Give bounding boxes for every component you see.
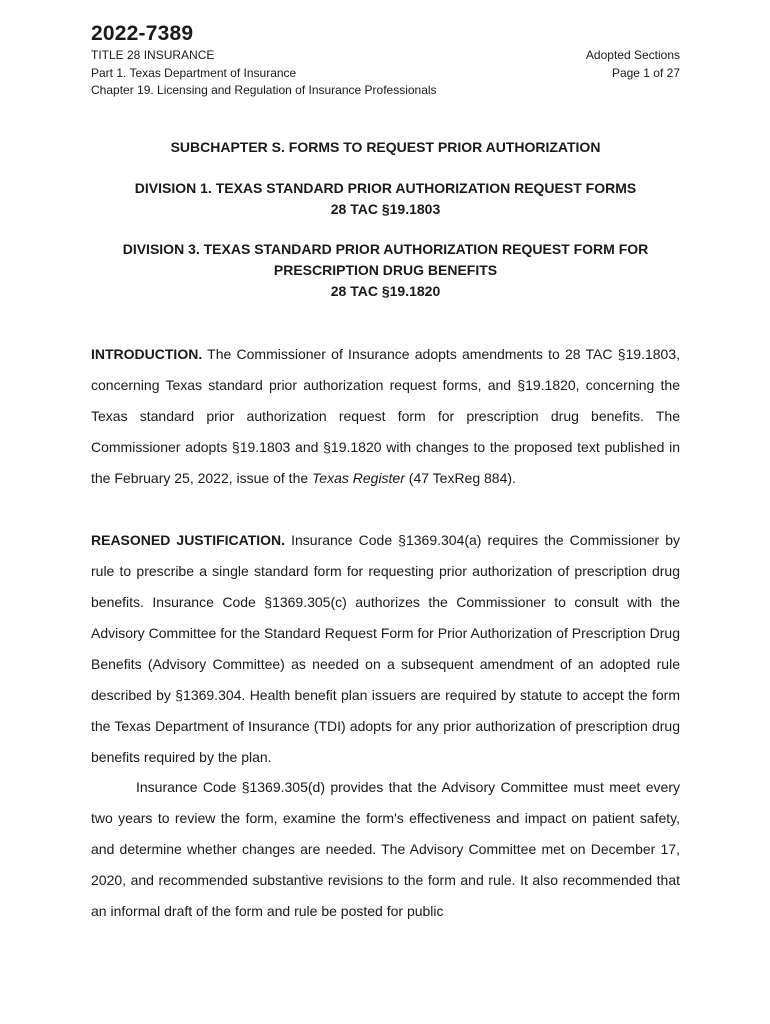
division-3-heading <box>91 239 680 302</box>
division-1-title: DIVISION 1. TEXAS STANDARD PRIOR AUTHORIZATION REQUEST FORMS <box>134 179 637 196</box>
header-right <box>586 47 680 82</box>
reasoned-justification-paragraph <box>91 525 680 773</box>
reasoned-justification-text: Insurance Code §1369.304(a) requires the Commissioner by rule to prescribe a single standard form for requesting prior authorization of prescription drug benefits. Insurance Code §1369.305(c) authorizes the Commissioner to consult with the Advisory Committee for the Standard Request Form for Prior Authorization of Prescription Drug Benefits (Advisory Committee) as needed on a subsequent amendment of an adopted rule described by §1369.304. Health benefit plan issuers are required by statute to accept the form the Texas Department of Insurance (TDI) adopts for any prior authorization of prescription drug benefits required by the plan. <box>91 532 680 765</box>
division-1-section: 28 TAC §19.1803 <box>330 200 441 217</box>
page-number: Page 1 of 27 <box>611 65 680 80</box>
introduction-citation: (47 TexReg 884). <box>404 470 516 486</box>
division-3-title-line1: DIVISION 3. TEXAS STANDARD PRIOR AUTHORIZATION REQUEST FORM FOR <box>122 241 649 257</box>
part-line: Part 1. Texas Department of Insurance <box>91 65 297 80</box>
subchapter-heading <box>91 137 680 158</box>
advisory-committee-paragraph: Insurance Code §1369.305(d) provides that the Advisory Committee must meet every two years to review the form, examine the form's effectiveness and impact on patient safety, and determine whether changes are needed. The Advisory Committee met on December 17, 2020, and recommended substantive revisions to the form and rule. It also recommended that an informal draft of the form and rule be posted for public <box>91 779 680 919</box>
division-3-title-line2: PRESCRIPTION DRUG BENEFITS <box>273 262 498 278</box>
section-headings <box>91 137 680 322</box>
introduction-text: The Commissioner of Insurance adopts amendments to 28 TAC §19.1803, concerning Texas standard prior authorization request forms, and §19.1820, concerning the Texas standard prior authorization request form for prescription drug benefits. The Commissioner adopts §19.1803 and §19.1820 with changes to the proposed text published in the February 25, 2022, issue of the <box>91 346 680 486</box>
chapter-line: Chapter 19. Licensing and Regulation of Insurance Professionals <box>91 83 437 97</box>
division-3-section: 28 TAC §19.1820 <box>330 283 441 299</box>
introduction-paragraph <box>91 339 680 494</box>
introduction-label: INTRODUCTION. <box>91 346 203 362</box>
header-left <box>91 47 511 100</box>
status-label: Adopted Sections <box>585 48 680 62</box>
subchapter-title: SUBCHAPTER S. FORMS TO REQUEST PRIOR AUTHORIZATION <box>170 139 601 155</box>
division-1-heading <box>91 178 680 220</box>
title-line: TITLE 28 INSURANCE <box>91 48 215 62</box>
reasoned-justification-label: REASONED JUSTIFICATION. <box>91 532 286 548</box>
document-number: 2022-7389 <box>91 22 194 45</box>
texas-register-title: Texas Register <box>312 470 405 486</box>
